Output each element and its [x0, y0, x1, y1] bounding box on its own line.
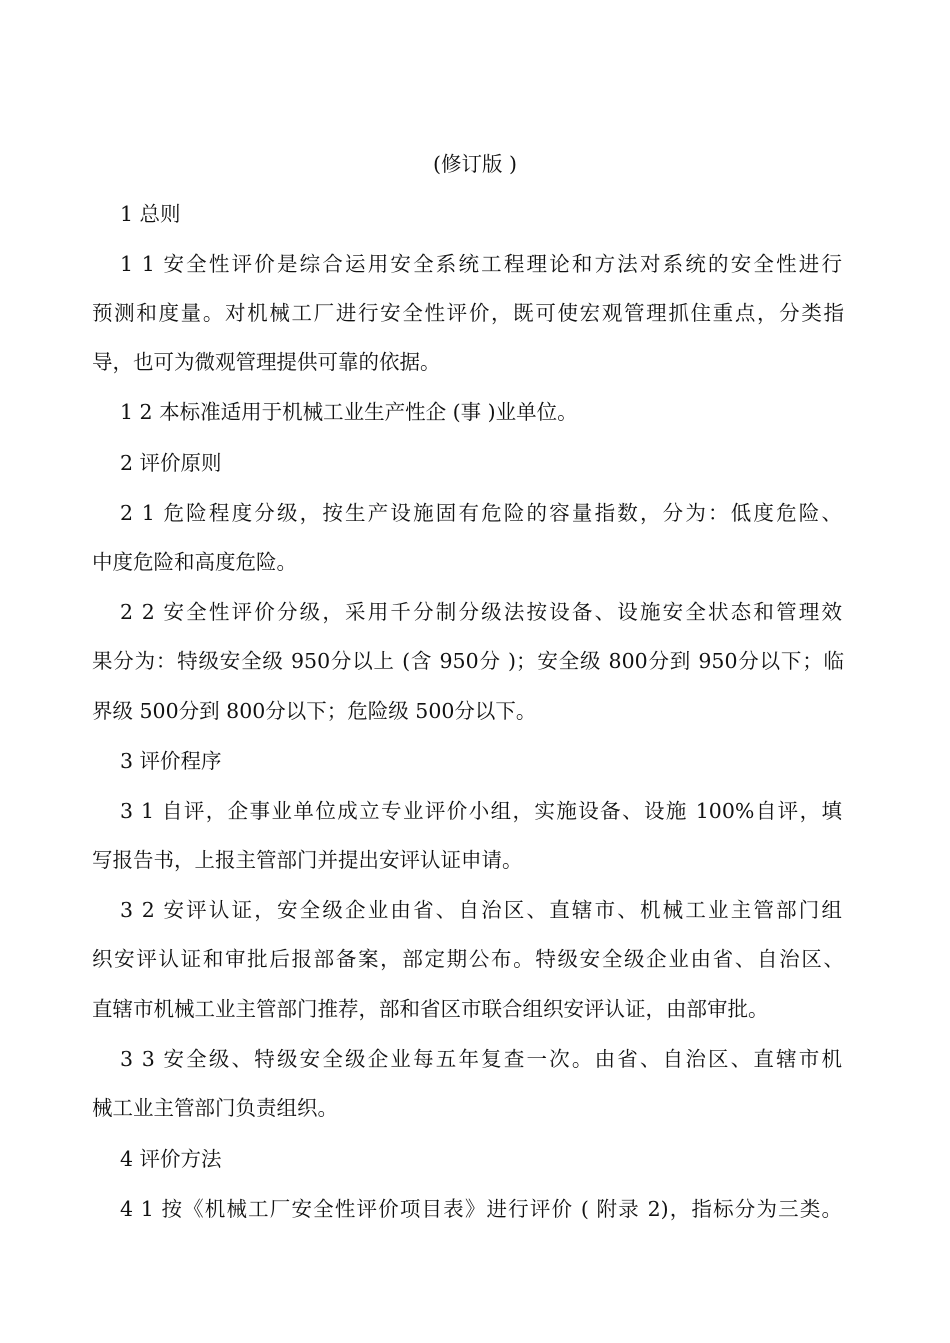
paragraph-line: 1 2 本标准适用于机械工业生产性企 (事 )业单位。	[120, 400, 578, 424]
paragraph-line: 3 2 安评认证，安全级企业由省、自治区、直辖市、机械工业主管部门组	[120, 898, 842, 922]
paragraph-line: 导，也可为微观管理提供可靠的依据。	[92, 350, 441, 374]
paragraph-line: 3 3 安全级、特级安全级企业每五年复查一次。由省、自治区、直辖市机	[120, 1047, 842, 1071]
document-subtitle: (修订版 )	[432, 152, 517, 176]
paragraph-line: 2 2 安全性评价分级，采用千分制分级法按设备、设施安全状态和管理效	[120, 600, 842, 624]
section-heading-3: 3 评价程序	[120, 749, 222, 773]
section-heading-1: 1 总则	[120, 202, 181, 226]
paragraph-line: 4 1 按《机械工厂安全性评价项目表》进行评价 ( 附录 2)，指标分为三类。	[120, 1197, 842, 1221]
paragraph-line: 2 1 危险程度分级，按生产设施固有危险的容量指数，分为：低度危险、	[120, 501, 842, 525]
paragraph-line: 1 1 安全性评价是综合运用安全系统工程理论和方法对系统的安全性进行	[120, 252, 842, 276]
paragraph-line: 械工业主管部门负责组织。	[92, 1096, 338, 1120]
section-heading-2: 2 评价原则	[120, 451, 222, 475]
paragraph-line: 直辖市机械工业主管部门推荐，部和省区市联合组织安评认证，由部审批。	[92, 997, 769, 1021]
paragraph-line: 写报告书，上报主管部门并提出安评认证申请。	[92, 848, 523, 872]
paragraph-line: 预测和度量。对机械工厂进行安全性评价，既可使宏观管理抓住重点，分类指	[92, 301, 844, 325]
paragraph-line: 3 1 自评，企事业单位成立专业评价小组，实施设备、设施 100%自评，填	[120, 799, 842, 823]
paragraph-line: 界级 500分到 800分以下；危险级 500分以下。	[92, 699, 537, 723]
paragraph-line: 果分为：特级安全级 950分以上 (含 950分 )；安全级 800分到 950分以下；临	[92, 649, 844, 673]
paragraph-line: 中度危险和高度危险。	[92, 550, 297, 574]
section-heading-4: 4 评价方法	[120, 1147, 222, 1171]
paragraph-line: 织安评认证和审批后报部备案，部定期公布。特级安全级企业由省、自治区、	[92, 947, 844, 971]
